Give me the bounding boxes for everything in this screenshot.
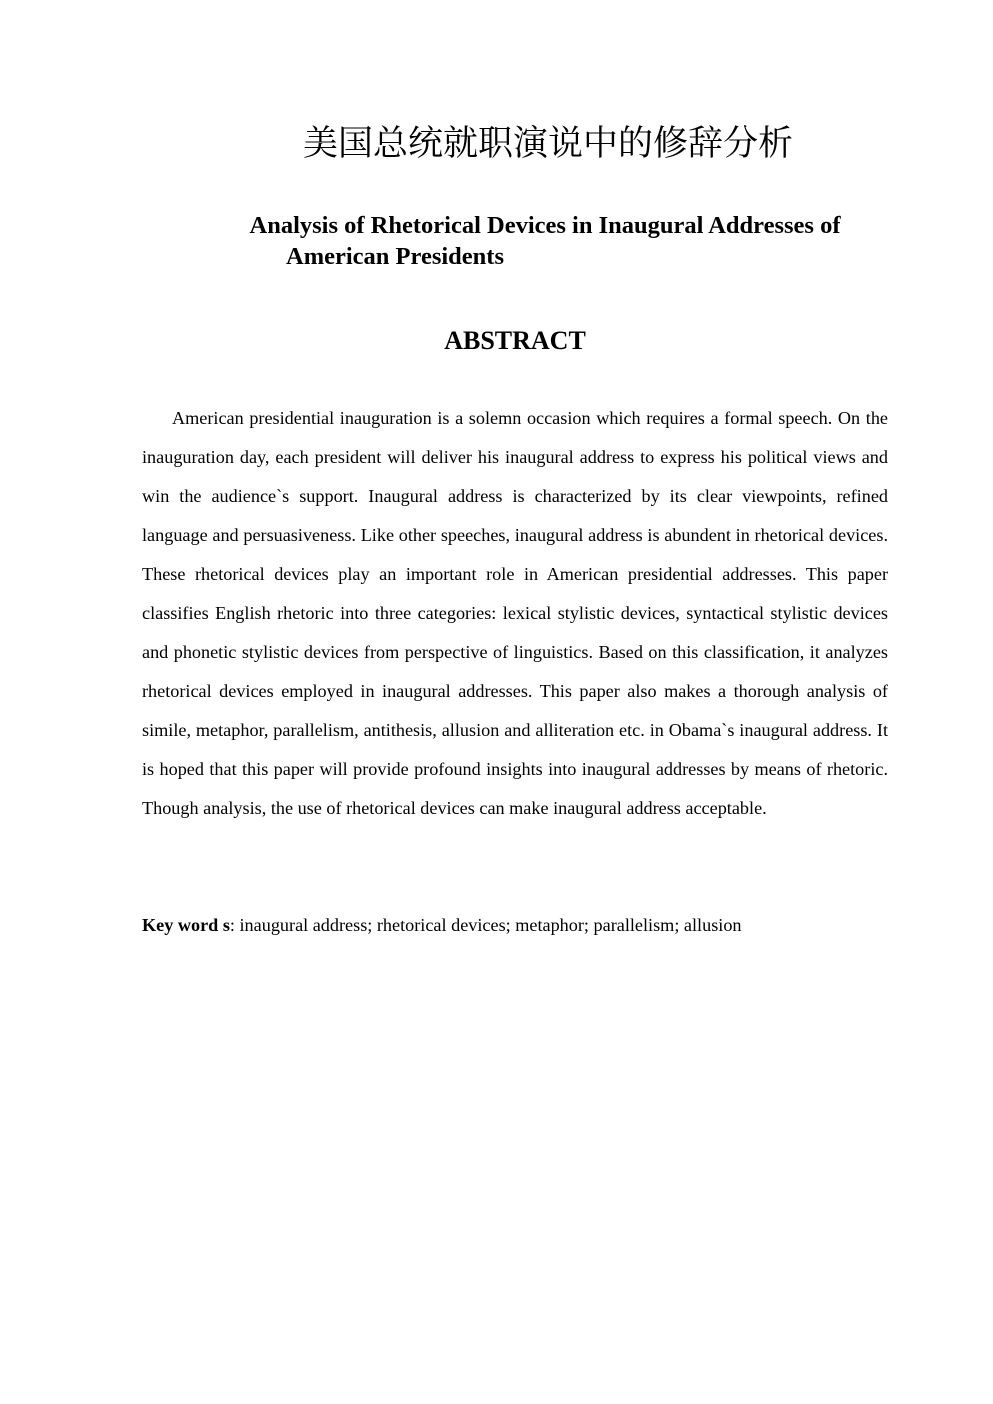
abstract-heading: ABSTRACT xyxy=(444,326,586,355)
english-title-line-2: American Presidents xyxy=(286,243,504,270)
keywords-label: Key word s xyxy=(142,915,230,935)
english-title xyxy=(180,210,910,272)
abstract-body: American presidential inauguration is a solemn occasion which requires a formal speech. On the inauguration day, each president will deliver his inaugural address to express his political views and win the audience`s support. Inaugural address is characterized by its clear viewpoints, refined language and persuasiveness. Like other speeches, inaugural address is abundent in rhetorical devices. These rhetorical devices play an important role in American presidential addresses. This paper classifies English rhetoric into three categories: lexical stylistic devices, syntactical stylistic devices and phonetic stylistic devices from perspective of linguistics. Based on this classification, it analyzes rhetorical devices employed in inaugural addresses. This paper also makes a thorough analysis of simile, metaphor, parallelism, antithesis, allusion and alliteration etc. in Obama`s inaugural address. It is hoped that this paper will provide profound insights into inaugural addresses by means of rhetoric. Though analysis, the use of rhetorical devices can make inaugural address acceptable. xyxy=(142,408,888,818)
keywords-line xyxy=(142,906,888,945)
keywords-value: : inaugural address; rhetorical devices; metaphor; parallelism; allusion xyxy=(229,915,742,935)
english-title-line-1: Analysis of Rhetorical Devices in Inaugural Addresses of xyxy=(249,212,841,239)
chinese-title: 美国总统就职演说中的修辞分析 xyxy=(302,124,793,164)
